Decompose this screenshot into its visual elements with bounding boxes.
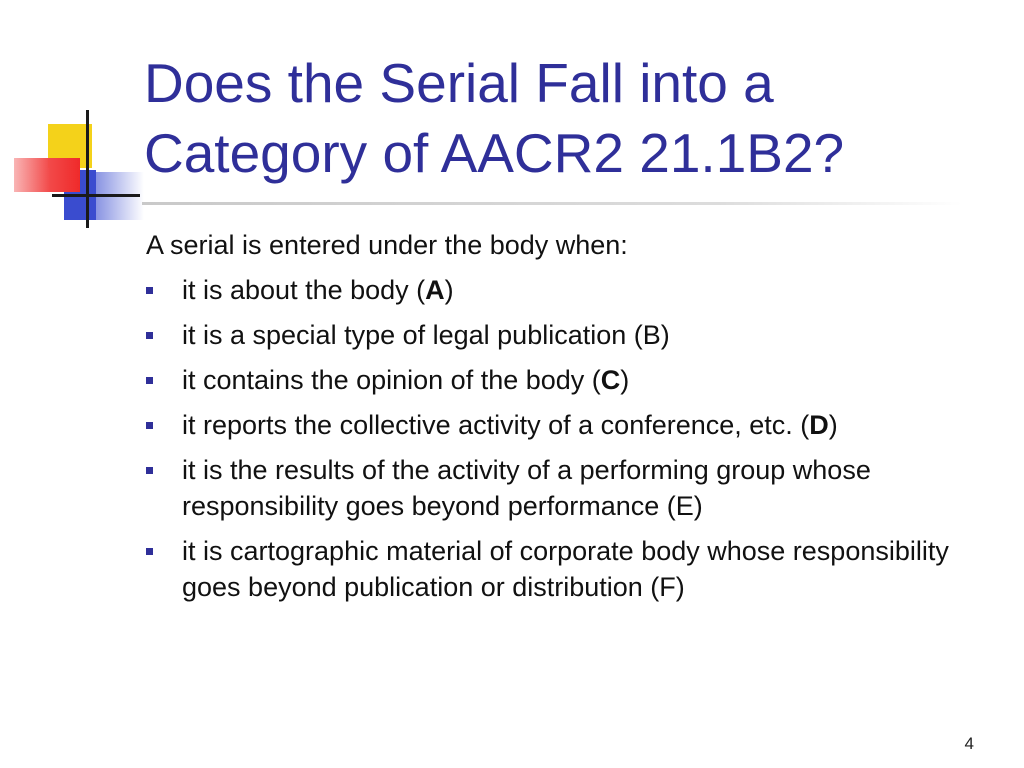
decor-red-gradient bbox=[14, 158, 80, 192]
bullet-text: it reports the collective activity of a conference, etc. ( bbox=[182, 410, 810, 440]
decor-vertical-line bbox=[86, 110, 89, 228]
bullet-text-end: ) bbox=[444, 275, 454, 305]
square-bullet-icon bbox=[146, 467, 153, 474]
bullet-item bbox=[146, 452, 1006, 524]
decor-horizontal-line bbox=[52, 194, 140, 197]
bullet-item bbox=[146, 362, 1006, 398]
square-bullet-icon bbox=[146, 332, 153, 339]
slide-title-line-1: Does the Serial Fall into a bbox=[144, 52, 774, 114]
slide-title-line-2: Category of AACR2 21.1B2? bbox=[144, 122, 845, 184]
bullet-text: it is a special type of legal publication (B) bbox=[182, 320, 670, 350]
bullet-item bbox=[146, 272, 1006, 308]
bullet-text-bold: A bbox=[425, 275, 445, 305]
bullet-text: it is cartographic material of corporate body whose responsibility goes beyond publication or distribution (F) bbox=[182, 536, 949, 602]
square-bullet-icon bbox=[146, 422, 153, 429]
bullet-text-end: ) bbox=[828, 410, 838, 440]
intro-text: A serial is entered under the body when: bbox=[146, 230, 628, 260]
bullet-text: it is the results of the activity of a performing group whose responsibility goes beyond performance (E) bbox=[182, 455, 871, 521]
bullet-text-bold: D bbox=[809, 410, 829, 440]
bullet-item bbox=[146, 407, 1006, 443]
bullet-item bbox=[146, 317, 1006, 353]
bullet-text-end: ) bbox=[620, 365, 630, 395]
title-underline bbox=[142, 202, 962, 205]
bullet-text: it is about the body ( bbox=[182, 275, 426, 305]
slide-title bbox=[144, 48, 1004, 188]
bullet-text: it contains the opinion of the body ( bbox=[182, 365, 601, 395]
page-number: 4 bbox=[964, 734, 974, 753]
slide-body bbox=[146, 228, 1006, 614]
square-bullet-icon bbox=[146, 377, 153, 384]
bullet-list bbox=[146, 272, 1006, 605]
square-bullet-icon bbox=[146, 287, 153, 294]
bullet-item bbox=[146, 533, 1006, 605]
bullet-text-bold: C bbox=[600, 365, 621, 395]
square-bullet-icon bbox=[146, 548, 153, 555]
